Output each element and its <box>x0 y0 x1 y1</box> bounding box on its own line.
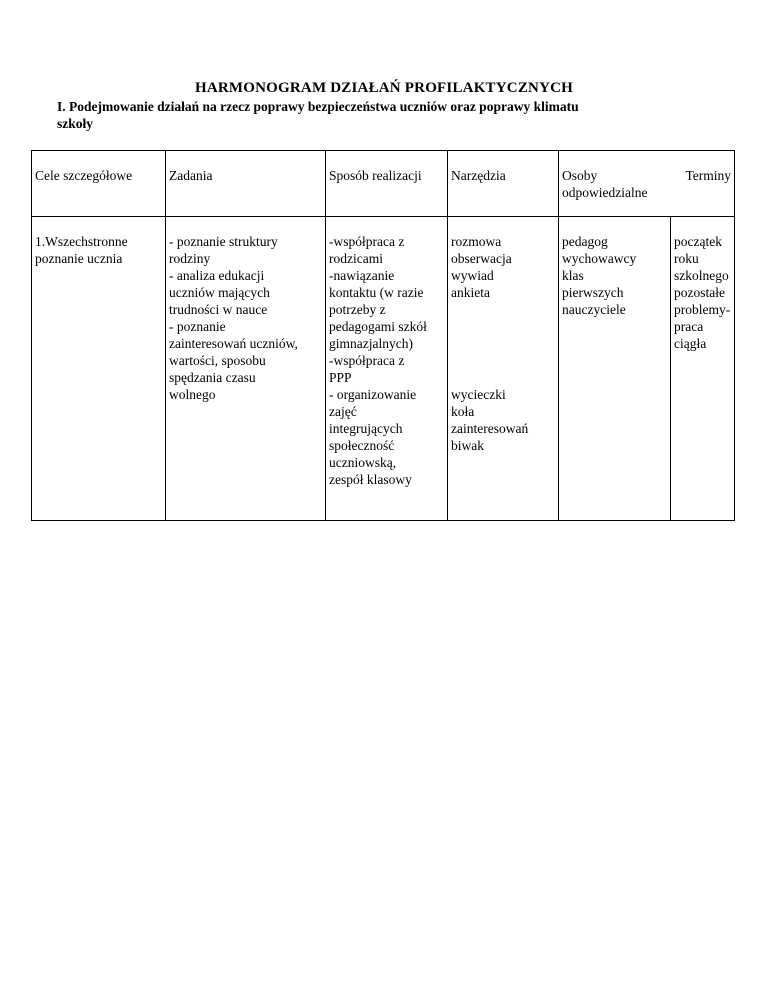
prevention-schedule-table <box>31 150 735 521</box>
cell-line: gimnazjalnych) <box>329 336 413 351</box>
cell-line: -nawiązanie <box>329 268 395 283</box>
cell-line: wolnego <box>169 387 216 402</box>
cell-line: pedagog <box>562 234 608 249</box>
cell-narzedzia <box>448 217 559 521</box>
cell-line: - poznanie <box>169 319 226 334</box>
cell-line: wycieczki <box>451 387 506 402</box>
cell-line: wartości, sposobu <box>169 353 266 368</box>
section-heading-line: szkoły <box>57 116 94 131</box>
cell-line: społeczność <box>329 438 395 453</box>
cell-line: biwak <box>451 438 484 453</box>
cell-line: wywiad <box>451 268 494 283</box>
cell-line: początek <box>674 234 722 249</box>
cell-line: pozostałe <box>674 285 725 300</box>
cell-line: wychowawcy <box>562 251 637 266</box>
cell-zadania <box>166 217 326 521</box>
narzedzia-group-2 <box>451 386 555 454</box>
header-cele: Cele szczegółowe <box>32 151 166 217</box>
cell-line: - organizowanie <box>329 387 417 402</box>
cell-cele <box>32 217 166 521</box>
header-terminy: Terminy <box>685 168 732 183</box>
cell-line: 1.Wszechstronne <box>35 234 128 249</box>
cell-line: - poznanie struktury <box>169 234 278 249</box>
cell-line: trudności w nauce <box>169 302 268 317</box>
cell-osoby <box>559 217 671 521</box>
cell-line: -współpraca z <box>329 234 405 249</box>
cell-line: zajęć <box>329 404 357 419</box>
header-sposob: Sposób realizacji <box>326 151 448 217</box>
cell-line: -współpraca z <box>329 353 405 368</box>
cell-line: uczniów mających <box>169 285 270 300</box>
cell-line: zainteresowań <box>451 421 529 436</box>
cell-line: integrujących <box>329 421 403 436</box>
cell-line: szkolnego <box>674 268 729 283</box>
cell-line: nauczyciele <box>562 302 626 317</box>
cell-line: potrzeby z <box>329 302 386 317</box>
cell-line: uczniowską, <box>329 455 397 470</box>
cell-line: zespół klasowy <box>329 472 412 487</box>
cell-line: PPP <box>329 370 352 385</box>
cell-line: koła <box>451 404 475 419</box>
cell-line: rozmowa <box>451 234 502 249</box>
cell-line: praca <box>674 319 704 334</box>
cell-line: rodziny <box>169 251 211 266</box>
cell-sposob <box>326 217 448 521</box>
section-heading-line: I. Podejmowanie działań na rzecz poprawy bezpieczeństwa uczniów oraz poprawy klimatu <box>57 99 579 114</box>
cell-line: roku <box>674 251 699 266</box>
cell-line: klas <box>562 268 584 283</box>
narzedzia-group-1 <box>451 233 555 301</box>
cell-line: obserwacja <box>451 251 512 266</box>
cell-terminy <box>671 217 735 521</box>
cell-line: - analiza edukacji <box>169 268 265 283</box>
cell-line: pedagogami szkół <box>329 319 427 334</box>
table-row <box>32 217 735 521</box>
cell-line: pierwszych <box>562 285 624 300</box>
table-header-row <box>32 151 735 217</box>
cell-line: spędzania czasu <box>169 370 256 385</box>
cell-line: rodzicami <box>329 251 383 266</box>
cell-line: ankieta <box>451 285 490 300</box>
cell-line: kontaktu (w razie <box>329 285 424 300</box>
header-osoby: Osoby <box>562 168 598 183</box>
section-heading <box>57 98 697 132</box>
header-narzedzia: Narzędzia <box>448 151 559 217</box>
header-osoby-terminy <box>559 151 735 217</box>
cell-line: ciągła <box>674 336 707 351</box>
document-title: HARMONOGRAM DZIAŁAŃ PROFILAKTYCZNYCH <box>194 80 574 96</box>
cell-line: zainteresowań uczniów, <box>169 336 298 351</box>
cell-line: problemy- <box>674 302 731 317</box>
cell-line: poznanie ucznia <box>35 251 123 266</box>
header-zadania: Zadania <box>166 151 326 217</box>
header-odpowiedzialne: odpowiedzialne <box>562 185 648 200</box>
